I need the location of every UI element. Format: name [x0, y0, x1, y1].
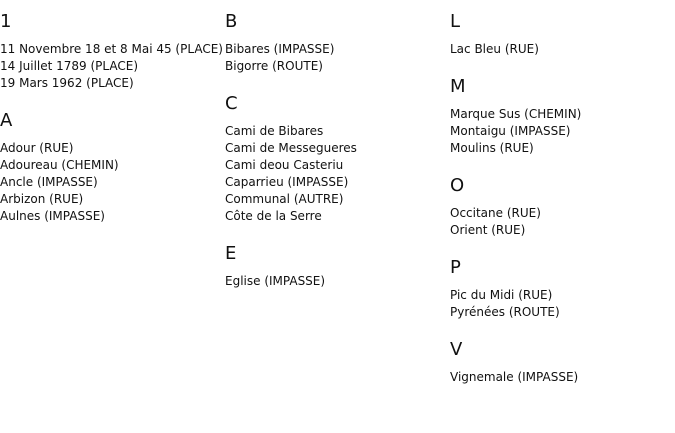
letter-heading: P: [450, 257, 461, 278]
street-entry[interactable]: 14 Juillet 1789 (PLACE): [0, 59, 139, 73]
street-entry[interactable]: Cami deou Casteriu: [225, 158, 344, 172]
street-entry[interactable]: 11 Novembre 18 et 8 Mai 45 (PLACE): [0, 42, 223, 56]
street-entry[interactable]: Arbizon (RUE): [0, 192, 84, 206]
letter-group-a: [0, 110, 222, 225]
street-entry[interactable]: Cami de Messegueres: [225, 141, 357, 155]
index-column-3: [450, 0, 672, 386]
street-entry[interactable]: Caparrieu (IMPASSE): [225, 175, 349, 189]
street-entry[interactable]: Cami de Bibares: [225, 124, 324, 138]
letter-heading: O: [450, 175, 465, 196]
letter-heading: B: [225, 11, 238, 32]
street-list: [450, 106, 672, 157]
letter-heading: V: [450, 339, 463, 360]
letter-heading: L: [450, 11, 461, 32]
letter-heading: C: [225, 93, 238, 114]
street-list: [450, 205, 672, 239]
letter-group-1: [0, 11, 222, 92]
street-entry[interactable]: 19 Mars 1962 (PLACE): [0, 76, 134, 90]
letter-heading: E: [225, 243, 237, 264]
letter-group-v: [450, 339, 672, 386]
street-entry[interactable]: Eglise (IMPASSE): [225, 274, 326, 288]
letter-group-l: [450, 11, 672, 58]
street-entry[interactable]: Lac Bleu (RUE): [450, 42, 539, 56]
street-entry[interactable]: Adour (RUE): [0, 141, 74, 155]
street-entry[interactable]: Adoureau (CHEMIN): [0, 158, 119, 172]
street-list: [225, 123, 447, 225]
street-list: [225, 273, 447, 290]
letter-group-o: [450, 175, 672, 239]
street-entry[interactable]: Bigorre (ROUTE): [225, 59, 323, 73]
street-list: [0, 140, 222, 225]
street-entry[interactable]: Occitane (RUE): [450, 206, 541, 220]
letter-group-b: [225, 11, 447, 75]
letter-group-m: [450, 76, 672, 157]
street-entry[interactable]: Côte de la Serre: [225, 209, 322, 223]
index-column-2: [225, 0, 447, 290]
street-list: [0, 41, 222, 92]
street-entry[interactable]: Pyrénées (ROUTE): [450, 305, 560, 319]
letter-group-p: [450, 257, 672, 321]
street-list: [225, 41, 447, 75]
street-entry[interactable]: Vignemale (IMPASSE): [450, 370, 579, 384]
street-entry[interactable]: Moulins (RUE): [450, 141, 534, 155]
street-entry[interactable]: Aulnes (IMPASSE): [0, 209, 105, 223]
street-list: [450, 41, 672, 58]
letter-group-e: [225, 243, 447, 290]
street-entry[interactable]: Montaigu (IMPASSE): [450, 124, 571, 138]
index-column-1: [0, 0, 222, 225]
street-list: [450, 369, 672, 386]
street-entry[interactable]: Ancle (IMPASSE): [0, 175, 98, 189]
street-entry[interactable]: Bibares (IMPASSE): [225, 42, 335, 56]
street-entry[interactable]: Pic du Midi (RUE): [450, 288, 553, 302]
street-entry[interactable]: Communal (AUTRE): [225, 192, 344, 206]
letter-heading: 1: [0, 11, 12, 32]
letter-group-c: [225, 93, 447, 225]
street-entry[interactable]: Marque Sus (CHEMIN): [450, 107, 582, 121]
letter-heading: M: [450, 76, 466, 97]
street-entry[interactable]: Orient (RUE): [450, 223, 526, 237]
street-list: [450, 287, 672, 321]
letter-heading: A: [0, 110, 13, 131]
